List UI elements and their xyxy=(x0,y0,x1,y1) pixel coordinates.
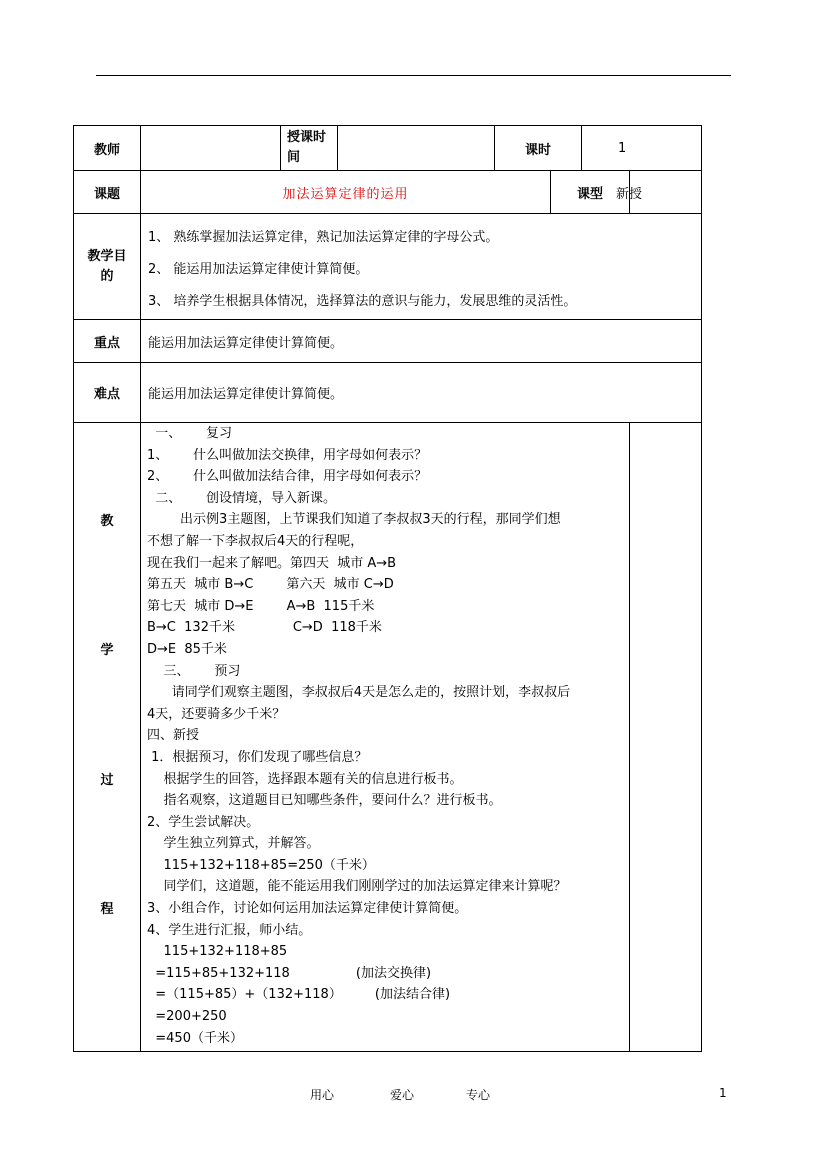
goal-item: 2、 能运用加法运算定律使计算简便。 xyxy=(148,262,369,277)
type-label: 课型 xyxy=(551,171,630,214)
process-line: 同学们，这道题，能不能运用我们刚刚学过的加法运算定律来计算呢？ xyxy=(147,879,567,895)
key-value: 能运用加法运算定律使计算简便。 xyxy=(141,320,702,363)
process-line: D→E 85千米 xyxy=(147,641,227,657)
process-line: 三、 预习 xyxy=(147,663,241,679)
goals-cell xyxy=(141,214,702,320)
type-value-text: 新授 xyxy=(616,186,643,202)
process-line: 4天，还要骑多少千米？ xyxy=(147,706,286,722)
teacher-value xyxy=(141,126,281,171)
process-content xyxy=(141,423,630,1052)
process-line: 115+132+118+85=250（千米） xyxy=(147,857,375,873)
process-line: 4、学生进行汇报，师小结。 xyxy=(147,922,312,938)
process-line: 四、新授 xyxy=(147,728,200,744)
process-line: 1、 什么叫做加法交换律，用字母如何表示？ xyxy=(147,447,428,463)
lesson-plan-table xyxy=(73,125,702,1052)
process-line: 2、 什么叫做加法结合律，用字母如何表示？ xyxy=(147,469,428,485)
footer-item: 用心 xyxy=(310,1088,335,1102)
process-line: =115+85+132+118 (加法交换律) xyxy=(147,965,432,981)
process-line: 第七天 城市 D→E A→B 115千米 xyxy=(147,598,375,614)
footer-item: 爱心 xyxy=(390,1088,415,1102)
process-label-char: 程 xyxy=(100,902,114,917)
row-topic xyxy=(74,171,702,214)
process-line: B→C 132千米 C→D 118千米 xyxy=(147,620,382,636)
row-key-point xyxy=(74,320,702,363)
process-line: 根据学生的回答，选择跟本题有关的信息进行板书。 xyxy=(147,771,463,787)
difficulty-value: 能运用加法运算定律使计算简便。 xyxy=(141,363,702,423)
goal-item: 3、 培养学生根据具体情况，选择算法的意识与能力，发展思维的灵活性。 xyxy=(148,294,577,309)
process-line: 3、小组合作，讨论如何运用加法运算定律使计算简便。 xyxy=(147,901,468,917)
process-line: 出示例3主题图，上节课我们知道了李叔叔3天的行程，那同学们想 xyxy=(147,512,561,528)
goals-label: 教学目的 xyxy=(74,214,141,320)
process-label xyxy=(74,423,141,1052)
topic-label: 课题 xyxy=(74,171,141,214)
process-line: 指名观察，这道题目已知哪些条件，要问什么？进行板书。 xyxy=(147,793,502,809)
process-line: 第五天 城市 B→C 第六天 城市 C→D xyxy=(147,577,394,593)
process-line: 不想了解一下李叔叔后4天的行程呢， xyxy=(147,533,364,549)
process-line: =（115+85）+（132+118） (加法结合律) xyxy=(147,987,451,1003)
process-line: 请同学们观察主题图，李叔叔后4天是怎么走的，按照计划，李叔叔后 xyxy=(147,685,571,701)
process-line: 1．根据预习，你们发现了哪些信息？ xyxy=(147,749,368,765)
process-line: 现在我们一起来了解吧。第四天 城市 A→B xyxy=(147,555,397,571)
process-line: 115+132+118+85 xyxy=(147,944,288,960)
type-value xyxy=(616,171,702,214)
process-notes-cell xyxy=(630,423,702,1052)
process-line: 学生独立列算式，并解答。 xyxy=(147,836,320,852)
process-line: =450（千米） xyxy=(147,1030,243,1046)
hours-label: 课时 xyxy=(495,126,582,171)
process-line: 2、学生尝试解决。 xyxy=(147,814,260,830)
process-label-char: 教 xyxy=(100,514,114,529)
header-rule xyxy=(96,75,731,76)
process-line: =200+250 xyxy=(147,1009,227,1025)
time-label: 授课时间 xyxy=(281,126,338,171)
goal-item: 1、 熟练掌握加法运算定律，熟记加法运算定律的字母公式。 xyxy=(148,230,499,245)
time-value xyxy=(338,126,495,171)
page-number: 1 xyxy=(719,1086,727,1100)
topic-title: 加法运算定律的运用 xyxy=(141,171,551,214)
process-label-char: 过 xyxy=(100,773,114,788)
footer-item: 专心 xyxy=(466,1088,491,1102)
row-difficulty xyxy=(74,363,702,423)
hours-value: 1 xyxy=(582,126,702,171)
process-label-char: 学 xyxy=(100,643,114,658)
process-line: 二、 创设情境，导入新课。 xyxy=(147,490,337,506)
difficulty-label: 难点 xyxy=(74,363,141,423)
row-process xyxy=(74,423,702,1052)
teacher-label: 教师 xyxy=(74,126,141,171)
process-lines xyxy=(147,423,629,1049)
key-label: 重点 xyxy=(74,320,141,363)
process-line: 一、 复习 xyxy=(147,426,233,441)
row-goals xyxy=(74,214,702,320)
row-header-info xyxy=(74,126,702,171)
